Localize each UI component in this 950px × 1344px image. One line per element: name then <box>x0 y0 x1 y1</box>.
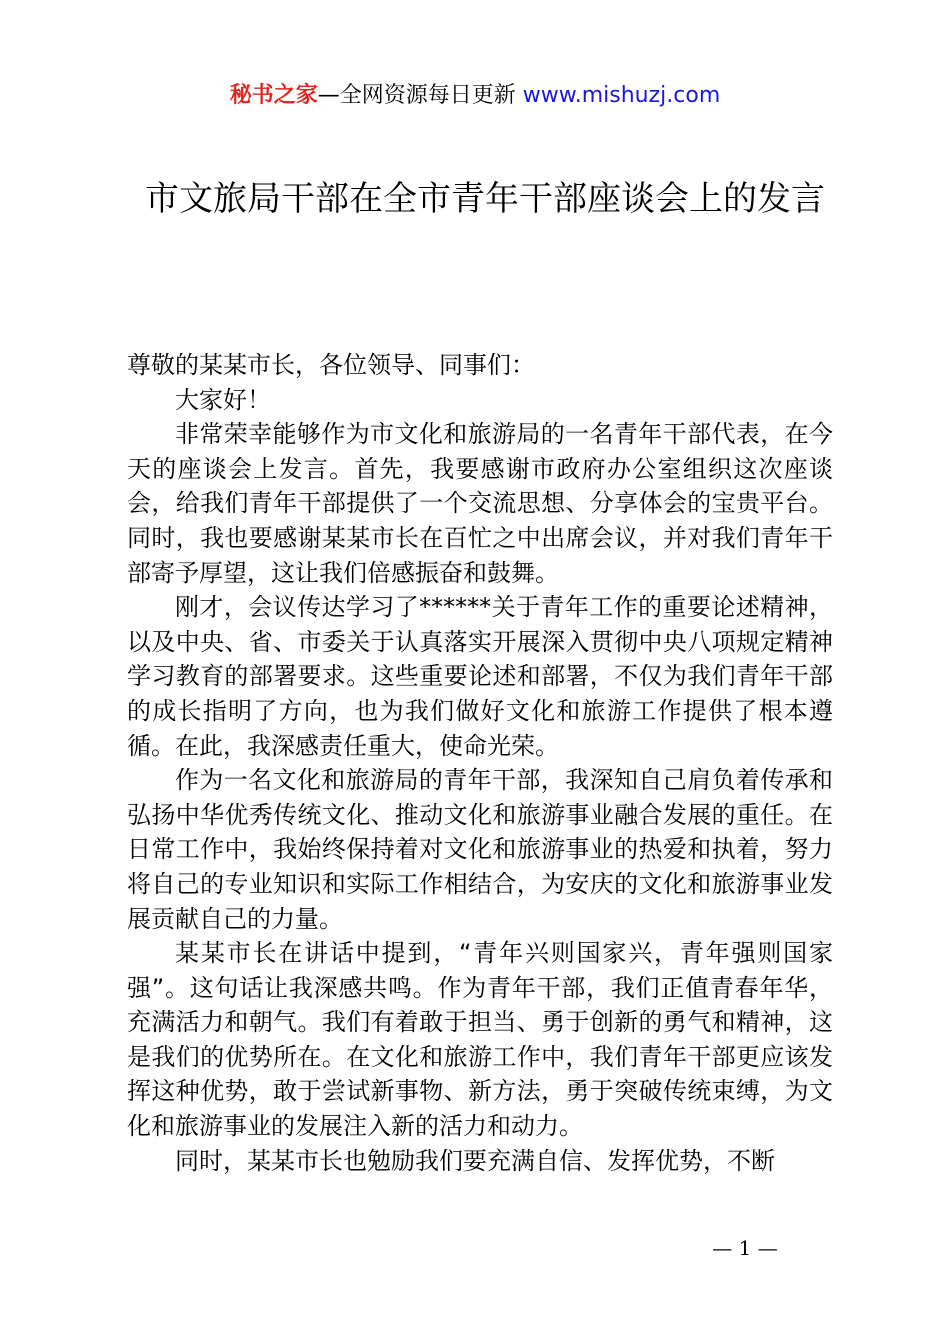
document-title: 市文旅局干部在全市青年干部座谈会上的发言 <box>145 179 825 219</box>
site-tagline: —全网资源每日更新 <box>317 83 523 108</box>
paragraph: 刚才，会议传达学习了******关于青年工作的重要论述精神，以及中央、省、市委关于认真落实开展深入贯彻中央八项规定精神学习教育的部署要求。这些重要论述和部署，不仅为我们青年干部的成长指明了方向，也为我们做好文化和旅游工作提供了根本遵循。在此，我深感责任重大，使命光荣。 <box>127 593 833 760</box>
site-header <box>0 80 950 112</box>
paragraph: 大家好！ <box>175 385 271 414</box>
paragraph: 某某市长在讲话中提到，“青年兴则国家兴，青年强则国家强”。这句话让我深感共鸣。作为青年干部，我们正值青春年华，充满活力和朝气。我们有着敢于担当、勇于创新的勇气和精神，这是我们的优势所在。在文化和旅游工作中，我们青年干部更应该发挥这种优势，敢于尝试新事物、新方法，勇于突破传统束缚，为文化和旅游事业的发展注入新的活力和动力。 <box>127 939 833 1141</box>
paragraph: 同时，某某市长也勉励我们要充满自信、发挥优势，不断 <box>175 1146 775 1175</box>
site-brand: 秘书之家 <box>229 83 318 108</box>
site-url-link[interactable]: www.mishuzj.com <box>522 83 721 108</box>
salutation: 尊敬的某某市长，各位领导、同事们： <box>127 351 535 379</box>
page-number: — 1 — <box>712 1236 778 1260</box>
document-body <box>127 348 833 1178</box>
paragraph: 非常荣幸能够作为市文化和旅游局的一名青年干部代表，在今天的座谈会上发言。首先，我要感谢市政府办公室组织这次座谈会，给我们青年干部提供了一个交流思想、分享体会的宝贵平台。同时，我也要感谢某某市长在百忙之中出席会议，并对我们青年干部寄予厚望，这让我们倍感振奋和鼓舞。 <box>127 420 833 587</box>
paragraph: 作为一名文化和旅游局的青年干部，我深知自己肩负着传承和弘扬中华优秀传统文化、推动文化和旅游事业融合发展的重任。在日常工作中，我始终保持着对文化和旅游事业的热爱和执着，努力将自己的专业知识和实际工作相结合，为安庆的文化和旅游事业发展贡献自己的力量。 <box>127 766 833 933</box>
